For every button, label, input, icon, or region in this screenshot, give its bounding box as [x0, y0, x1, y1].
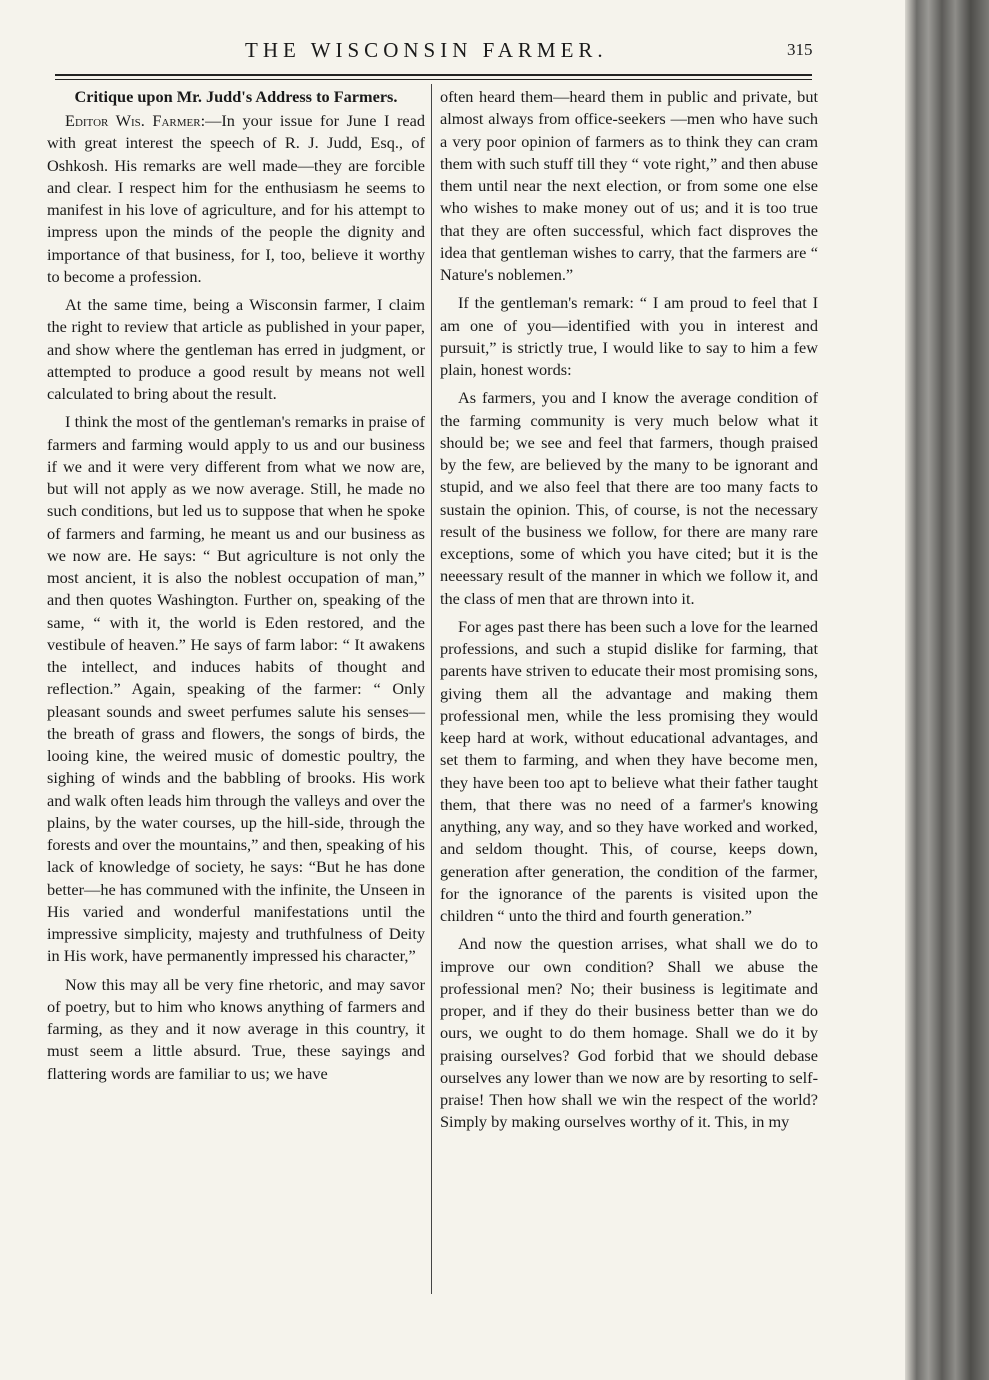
- paragraph: For ages past there has been such a love for the learned professions, and such a stupid dislike for farming, that parents have striven to educate their most promising sons, giving them all the advantage and making them professional men, while the less promising they would keep hard at work, without educational advantages, and set them to farming, and when they have become men, they have been too apt to believe what their father taught them, that there was no need of a farmer's knowing anything, any way, and so they have worked and worked, and seldom thought. This, of course, keeps down, generation after generation, the condition of the farmer, for the ignorance of the parents is visited upon the children “ unto the third and fourth generation.”: [440, 616, 818, 925]
- paragraph: Now this may all be very fine rhetoric, and may savor of poetry, but to him who knows anything of farmers and farming, as they and it now average in this country, it must seem a little absurd. True, these sayings and flattering words are familiar to us; we have: [47, 974, 425, 1083]
- paragraph: I think the most of the gentleman's remarks in praise of farmers and farming would apply to us and our business if we and it were very different from what we now are, but will not apply as we now average. Still, he made no such conditions, but led us to suppose that when he spoke of farmers and farming, he meant us and our business as we now are. He says: “ But agriculture is not only the most ancient, it is also the noblest occupation of man,” and then quotes Washington. Further on, speaking of the same, “ with it, the world is Eden restored, and the vestibule of heaven.” He says of farm labor: “ It awakens the intellect, and induces habits of thought and reflection.” Again, speaking of the farmer: “ Only pleasant sounds and sweet perfumes salute his senses—the breath of grass and flowers, the songs of birds, the looing kine, the weired music of domestic poultry, the sighing of winds and the babbling of brooks. His work and walk often leads him through the valleys and over the plains, by the water courses, up the hill-side, through the forests and over the mountains,” and then, speaking of his lack of knowledge of society, he says: “But he has done better—he has communed with the infinite, the Unseen in His varied and wonderful manifestations until the impressive simplicity, majesty and truthfulness of Deity in His work, have permanently impressed his character,”: [47, 412, 425, 966]
- article-heading: Critique upon Mr. Judd's Address to Farmers.: [74, 87, 398, 106]
- salutation: Editor Wis. Farmer: [65, 111, 201, 130]
- paragraph: And now the question arrises, what shall we do to improve our own condition? Shall we abuse the professional men? No; their business is legitimate and proper, and if they do their business better than we do ours, we ought to do them homage. Shall we do it by praising ourselves? God forbid that we should debase ourselves any lower than we now are by resorting to self-praise! Then how shall we win the respect of the world? Simply by making ourselves worthy of it. This, in my: [440, 934, 818, 1132]
- page-number: 315: [787, 40, 813, 59]
- left-column: [47, 86, 425, 1091]
- right-column: [440, 86, 818, 1140]
- header-rule-thin: [55, 79, 812, 80]
- running-head: [0, 38, 915, 66]
- book-binding-edge: [905, 0, 989, 1380]
- paragraph: often heard them—heard them in public and private, but almost always from office-seekers —men who have such a very poor opinion of farmers as to think they can cram them with such stuff till they “ vote right,” and then abuse them until near the next election, or from some one else who wishes to make money out of us; and it is too true that they are often successful, which fact disproves the idea that gentleman wishes to carry, that the farmers are “ Nature's noblemen.”: [440, 87, 818, 284]
- paragraph-text: :—In your issue for June I read with great interest the speech of R. J. Judd, Esq., of Oshkosh. His remarks are well made—they are forcible and clear. I respect him for the enthusiasm he seems to manifest in his love of agriculture, and for his attempt to impress upon the minds of the people the dignity and importance of that business, for I, too, believe it worthy to become a profession.: [47, 111, 425, 286]
- paragraph: [47, 110, 425, 288]
- paragraph: If the gentleman's remark: “ I am proud to feel that I am one of you—identified with you in interest and pursuit,” is strictly true, I would like to say to him a few plain, honest words:: [440, 293, 818, 379]
- header-rule-thick: [55, 74, 812, 76]
- journal-title: THE WISCONSIN FARMER.: [245, 38, 608, 62]
- column-divider: [431, 84, 432, 1294]
- paragraph: At the same time, being a Wisconsin farmer, I claim the right to review that article as published in your paper, and show where the gentleman has erred in judgment, or attempted to produce a good result by means not well calculated to bring about the result.: [47, 295, 425, 403]
- paragraph: As farmers, you and I know the average condition of the farming community is very much below what it should be; we see and feel that farmers, though praised by the few, are believed by the many to be ignorant and stupid, and we also feel that there are too many facts to sustain the opinion. This, of course, is not the necessary result of the business we follow, for there are many rare exceptions, some of which you have cited; but it is the neeessary result of the manner in which we follow it, and the class of men that are thrown into it.: [440, 388, 818, 608]
